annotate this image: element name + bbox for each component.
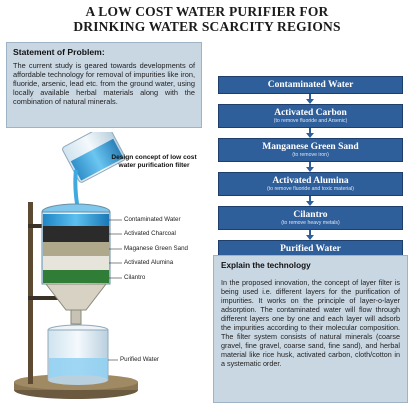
title-line-1: A LOW COST WATER PURIFIER FOR bbox=[85, 4, 329, 19]
poster-title bbox=[0, 4, 414, 34]
filter-illustration bbox=[6, 132, 206, 402]
flow-step-note: (to remove iron) bbox=[292, 152, 329, 158]
stand-pole bbox=[28, 202, 33, 384]
flow-arrow-icon bbox=[218, 230, 403, 240]
layer-cilantro bbox=[43, 270, 109, 283]
flow-step-note: (to remove fluoride and Arsenic) bbox=[273, 118, 348, 124]
flow-arrow-icon bbox=[218, 94, 403, 104]
label-purified-water: Purified Water bbox=[120, 356, 159, 363]
flow-arrow-icon bbox=[218, 196, 403, 206]
flow-step-note: (to remove fluoride and toxic material) bbox=[266, 186, 355, 192]
problem-text: The current study is geared towards developments of affordable technology for removal of impurities like iron, fluoride, arsenic, lead etc. from the ground water, using locally available herbal materials along with the combination of natural minerals. bbox=[13, 61, 195, 106]
explain-heading: Explain the technology bbox=[221, 261, 311, 270]
illustration-caption: Design concept of low cost water purification filter bbox=[111, 154, 197, 169]
flow-arrow-icon bbox=[218, 128, 403, 138]
label-contaminated-water: Contaminated Water bbox=[124, 216, 181, 223]
flow-step-contaminated-water bbox=[218, 76, 403, 94]
label-manganese-green-sand: Maganese Green Sand bbox=[124, 245, 188, 252]
flow-step-label: Purified Water bbox=[280, 244, 341, 254]
flow-arrow-icon bbox=[218, 162, 403, 172]
flow-step-label: Cilantro bbox=[293, 210, 328, 220]
explain-text: In the proposed innovation, the concept of layer filter is being used i.e. different layers for the purification of impurities. It works on the principle of layer-o-layer adsorption. The contaminated water will flow through different layers one by one and each layer will adsorb the impurities according to their molecular composition. The filter system consists of natural minerals (coarse gravel, fine gravel, coarse sand, fine sand), and herbal material like rice husk, activated carbon, cloth/cotton in a systematic order. bbox=[221, 278, 400, 368]
flow-step-label: Contaminated Water bbox=[267, 80, 354, 90]
flow-step-label: Activated Carbon bbox=[274, 108, 347, 118]
layer-activated-charcoal bbox=[43, 226, 109, 242]
process-flow bbox=[218, 76, 403, 258]
title-line-2: DRINKING WATER SCARCITY REGIONS bbox=[73, 19, 341, 34]
label-cilantro: Cilantro bbox=[124, 274, 146, 281]
label-activated-alumina: Activated Alumina bbox=[124, 259, 174, 266]
flow-step-activated-carbon bbox=[218, 104, 403, 128]
layer-contaminated-water bbox=[43, 214, 109, 226]
flow-step-manganese-green-sand bbox=[218, 138, 403, 162]
problem-heading: Statement of Problem: bbox=[13, 47, 105, 57]
explain-panel bbox=[213, 255, 408, 403]
label-activated-charcoal: Activated Charcoal bbox=[124, 230, 176, 237]
layer-manganese-green-sand bbox=[43, 242, 109, 256]
flow-step-label: Manganese Green Sand bbox=[262, 142, 359, 152]
problem-panel bbox=[6, 42, 202, 128]
flow-step-note: (to remove heavy metals) bbox=[281, 220, 340, 226]
flow-step-cilantro bbox=[218, 206, 403, 230]
flow-step-activated-alumina bbox=[218, 172, 403, 196]
flow-step-label: Activated Alumina bbox=[272, 176, 349, 186]
filter-drawing bbox=[6, 132, 206, 402]
layer-activated-alumina bbox=[43, 256, 109, 270]
